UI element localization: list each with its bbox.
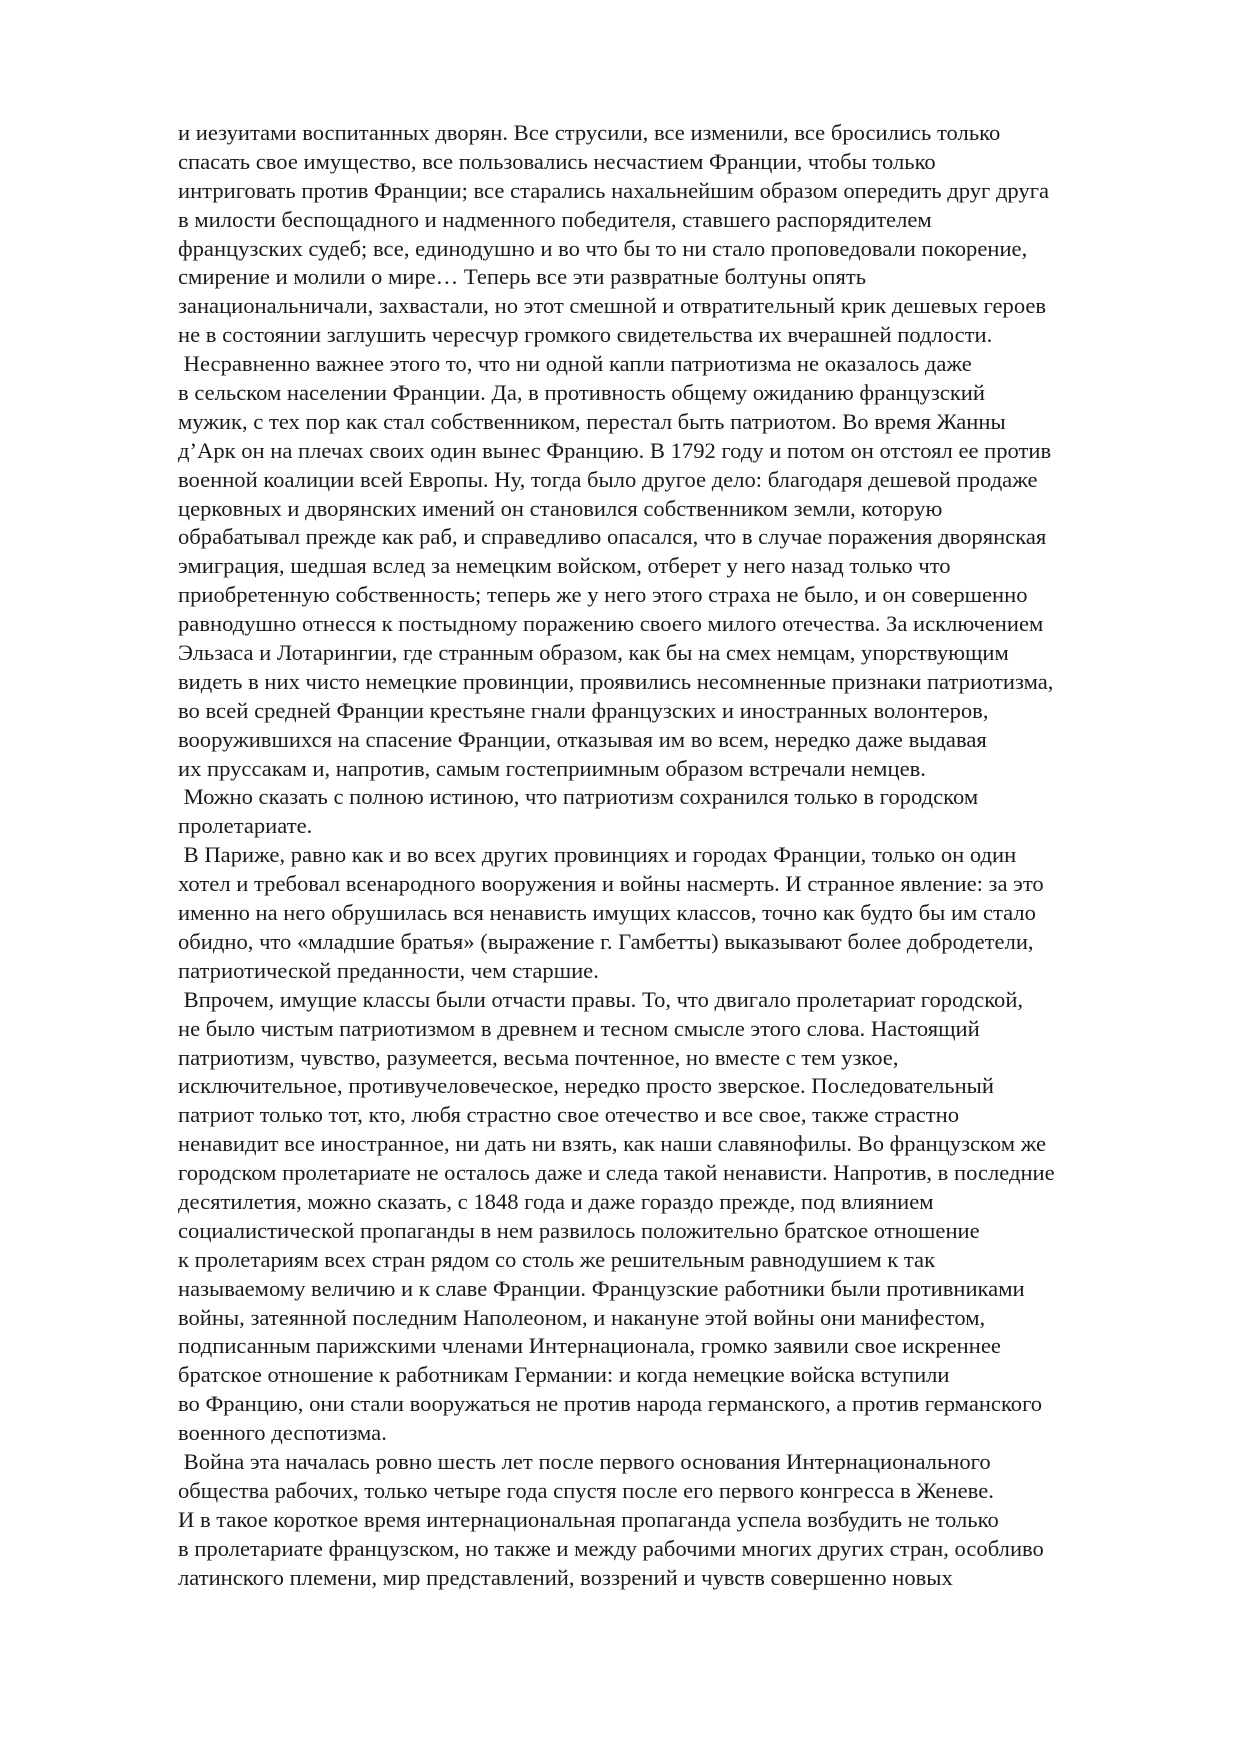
text-line: обрабатывал прежде как раб, и справедливо опасался, что в случае поражения дворянская xyxy=(178,524,1047,550)
text-line: латинского племени, мир представлений, воззрений и чувств совершенно новых xyxy=(178,1564,953,1590)
text-line: И в такое короткое время интернациональная пропаганда успела возбудить не только xyxy=(178,1506,999,1532)
text-line: спасать свое имущество, все пользовались несчастием Франции, чтобы только xyxy=(178,148,936,174)
text-line: социалистической пропаганды в нем развилось положительно братское отношение xyxy=(178,1217,980,1243)
text-line: эмиграция, шедшая вслед за немецким войском, отберет у него назад только что xyxy=(178,553,951,579)
text-line: равнодушно отнесся к постыдному поражению своего милого отечества. За исключением xyxy=(178,611,1044,637)
text-line: Впрочем, имущие классы были отчасти правы. То, что двигало пролетариат городской, xyxy=(178,986,1024,1012)
text-line: подписанным парижскими членами Интернационала, громко заявили свое искреннее xyxy=(178,1333,1001,1359)
text-line: Несравненно важнее этого то, что ни одной капли патриотизма не оказалось даже xyxy=(178,351,972,377)
text-line: мужик, с тех пор как стал собственником, перестал быть патриотом. Во время Жанны xyxy=(178,408,1006,434)
text-line: городском пролетариате не осталось даже и следа такой ненависти. Напротив, в последние xyxy=(178,1160,1055,1186)
text-line: военной коалиции всей Европы. Ну, тогда было другое дело: благодаря дешевой продаже xyxy=(178,466,1038,492)
text-line: интриговать против Франции; все старались нахальнейшим образом опередить друг друга xyxy=(178,177,1050,203)
text-line: к пролетариям всех стран рядом со столь же решительным равнодушием к так xyxy=(178,1246,936,1272)
text-line: обидно, что «младшие братья» (выражение г. Гамбетты) выказывают более добродетели, xyxy=(178,928,1034,954)
text-line: называемому величию и к славе Франции. Французские работники были противниками xyxy=(178,1275,1025,1301)
text-line: ненавидит все иностранное, ни дать ни взять, как наши славянофилы. Во французском же xyxy=(178,1131,1047,1157)
text-line: не было чистым патриотизмом в древнем и тесном смысле этого слова. Настоящий xyxy=(178,1015,980,1041)
text-line: братское отношение к работникам Германии: и когда немецкие войска вступили xyxy=(178,1362,950,1388)
text-line: во всей средней Франции крестьяне гнали французских и иностранных волонтеров, xyxy=(178,697,989,723)
text-line: общества рабочих, только четыре года спустя после его первого конгресса в Женеве. xyxy=(178,1477,994,1503)
text-line: их пруссакам и, напротив, самым гостеприимным образом встречали немцев. xyxy=(178,755,926,781)
text-line: французских судеб; все, единодушно и во что бы то ни стало проповедовали покорение, xyxy=(178,235,1028,261)
text-line: В Париже, равно как и во всех других провинциях и городах Франции, только он один xyxy=(178,842,1017,868)
text-line: д’Арк он на плечах своих один вынес Францию. В 1792 году и потом он отстоял ее против xyxy=(178,437,1052,463)
text-line: Эльзаса и Лотарингии, где странным образом, как бы на смех немцам, упорствующим xyxy=(178,640,1009,666)
text-line: видеть в них чисто немецкие провинции, проявились несомненные признаки патриотизма, xyxy=(178,668,1054,694)
text-line: войны, затеянной последним Наполеоном, и накануне этой войны они манифестом, xyxy=(178,1304,986,1330)
text-line: военного деспотизма. xyxy=(178,1420,387,1446)
text-line: хотел и требовал всенародного вооружения и войны насмерть. И странное явление: за это xyxy=(178,871,1044,897)
text-line: десятилетия, можно сказать, с 1848 года и даже гораздо прежде, под влиянием xyxy=(178,1188,934,1214)
text-line: во Францию, они стали вооружаться не против народа германского, а против германского xyxy=(178,1391,1043,1417)
body-text xyxy=(178,119,1178,1592)
text-line: вооружившихся на спасение Франции, отказывая им во всем, нередко даже выдавая xyxy=(178,726,987,752)
text-line: приобретенную собственность; теперь же у него этого страха не было, и он совершенно xyxy=(178,582,1028,608)
text-line: в сельском населении Франции. Да, в противность общему ожиданию французский xyxy=(178,380,985,406)
text-line: патриот только тот, кто, любя страстно свое отечество и все свое, также страстно xyxy=(178,1102,960,1128)
text-line: в пролетариате французском, но также и между рабочими многих других стран, особливо xyxy=(178,1535,1044,1561)
text-line: смирение и молили о мире… Теперь все эти развратные болтуны опять xyxy=(178,264,867,290)
text-line: и иезуитами воспитанных дворян. Все струсили, все изменили, все бросились только xyxy=(178,120,1001,145)
text-line: занациональничали, захвастали, но этот смешной и отвратительный крик дешевых героев xyxy=(178,293,1047,319)
text-line: не в состоянии заглушить чересчур громкого свидетельства их вчерашней подлости. xyxy=(178,322,993,348)
text-line: патриотизм, чувство, разумеется, весьма почтенное, но вместе с тем узкое, xyxy=(178,1044,899,1070)
text-line: церковных и дворянских имений он становился собственником земли, которую xyxy=(178,495,943,521)
text-line: именно на него обрушилась вся ненависть имущих классов, точно как будто бы им стало xyxy=(178,900,1036,926)
text-line: Война эта началась ровно шесть лет после первого основания Интернационального xyxy=(178,1448,991,1474)
text-line: патриотической преданности, чем старшие. xyxy=(178,957,599,983)
text-line: исключительное, противучеловеческое, нередко просто зверское. Последовательный xyxy=(178,1073,994,1099)
text-line: в милости беспощадного и надменного победителя, ставшего распорядителем xyxy=(178,206,932,232)
text-line: пролетариате. xyxy=(178,813,313,839)
text-line: Можно сказать с полною истиною, что патриотизм сохранился только в городском xyxy=(178,784,979,810)
